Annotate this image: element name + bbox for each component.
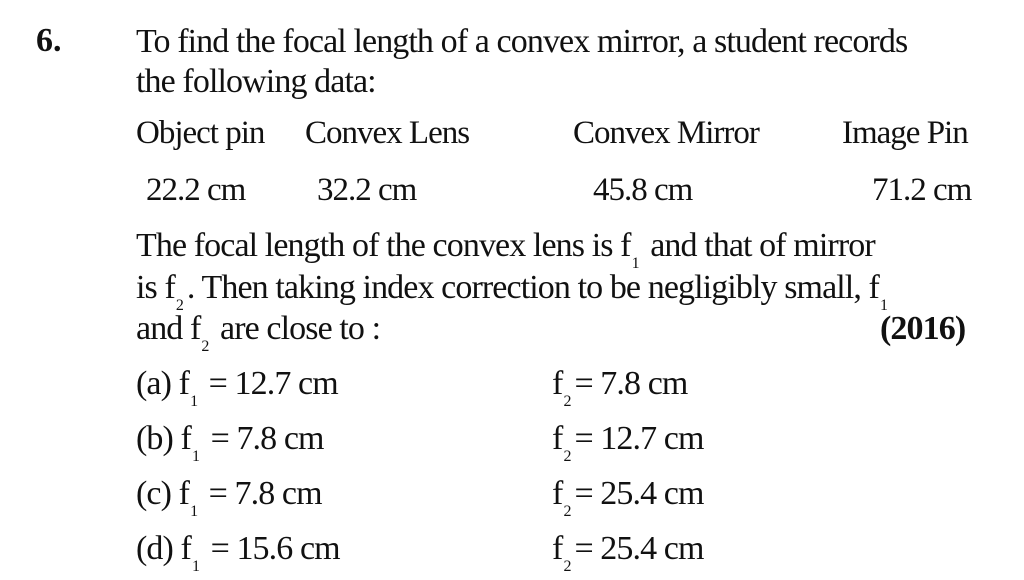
option-label: (c) f	[136, 475, 190, 512]
question-number: 6.	[36, 22, 62, 59]
subscript: 2	[563, 558, 572, 575]
option-b-f2	[552, 419, 704, 465]
option-label: f	[552, 420, 563, 457]
option-c-f2	[552, 474, 704, 520]
subscript: 1	[631, 255, 640, 272]
subscript: 1	[191, 448, 200, 465]
stem-text: are close to :	[212, 310, 381, 347]
table-header-object-pin: Object pin	[136, 115, 265, 151]
subscript: 2	[563, 503, 572, 520]
subscript: 2	[563, 393, 572, 410]
option-label: f	[552, 365, 563, 402]
option-label: (b) f	[136, 420, 191, 457]
subscript: 2	[563, 448, 572, 465]
stem-text: and that of mirror	[642, 227, 875, 264]
subscript: 2	[201, 338, 210, 355]
exam-year: (2016)	[880, 310, 966, 347]
option-value: = 25.4 cm	[574, 475, 704, 512]
stem-line-3	[136, 309, 380, 355]
option-value: = 7.8 cm	[574, 365, 688, 402]
option-value: = 25.4 cm	[574, 530, 704, 567]
table-header-convex-mirror: Convex Mirror	[573, 115, 759, 151]
stem-text: is f	[136, 269, 175, 306]
stem-text: . Then taking index correction to be negligibly small, f	[186, 269, 879, 306]
table-value-convex-mirror: 45.8 cm	[593, 172, 693, 208]
table-value-convex-lens: 32.2 cm	[317, 172, 417, 208]
option-a-f2	[552, 364, 687, 410]
option-value: = 7.8 cm	[201, 475, 322, 512]
option-label: (d) f	[136, 530, 191, 567]
option-label: (a) f	[136, 365, 190, 402]
option-d-f2	[552, 529, 704, 575]
table-value-object-pin: 22.2 cm	[146, 172, 246, 208]
stem-line-2	[136, 268, 891, 314]
option-d-f1[interactable]	[136, 529, 340, 575]
stem-text: The focal length of the convex lens is f	[136, 227, 631, 264]
option-value: = 12.7 cm	[574, 420, 704, 457]
option-a-f1[interactable]	[136, 364, 338, 410]
stem-text: and f	[136, 310, 201, 347]
option-label: f	[552, 530, 563, 567]
option-value: = 15.6 cm	[202, 530, 340, 567]
subscript: 1	[879, 297, 888, 314]
table-header-image-pin: Image Pin	[842, 115, 968, 151]
option-label: f	[552, 475, 563, 512]
table-header-convex-lens: Convex Lens	[305, 115, 470, 151]
table-value-image-pin: 71.2 cm	[872, 172, 972, 208]
question-intro-line-2: the following data:	[136, 63, 376, 100]
stem-line-1	[136, 226, 875, 272]
subscript: 2	[175, 297, 184, 314]
subscript: 1	[191, 558, 200, 575]
option-value: = 12.7 cm	[201, 365, 338, 402]
question-intro-line-1: To find the focal length of a convex mirror, a student records	[136, 23, 908, 60]
option-value: = 7.8 cm	[202, 420, 324, 457]
option-c-f1[interactable]	[136, 474, 322, 520]
option-b-f1[interactable]	[136, 419, 324, 465]
subscript: 1	[190, 503, 199, 520]
subscript: 1	[190, 393, 199, 410]
